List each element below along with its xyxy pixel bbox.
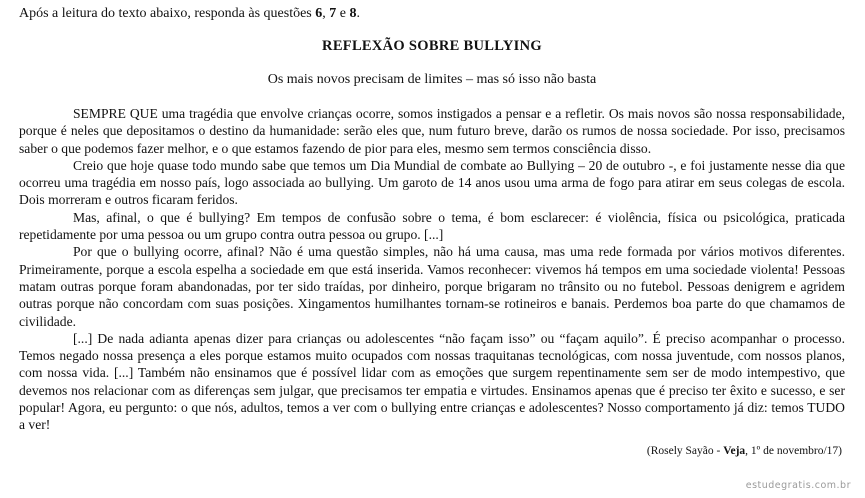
- article-subtitle: Os mais novos precisam de limites – mas só isso não basta: [267, 72, 597, 87]
- citation-date: , 1º de novembro/17): [745, 445, 842, 457]
- article-paragraph: Creio que hoje quase todo mundo sabe que temos um Dia Mundial de combate ao Bullying – 20 de outubro -, e foi justamente nesse dia que ocorreu uma tragédia em nosso país, logo associada ao bullying. Um garoto de 14 anos usou uma arma de fogo para atirar em seus colegas de escola. Dois morreram e outros ficaram feridos.: [19, 157, 845, 208]
- citation-source: Veja: [723, 445, 746, 457]
- article-paragraph: [...] De nada adianta apenas dizer para crianças ou adolescentes “não façam isso” ou “façam aquilo”. É preciso acompanhar o processo. Temos negado nossa presença a eles porque estamos muito ocupados com nossas traquitanas tecnológicas, com nossa juventude, com nossos planos, com nossa vida. [...] Também não ensinamos que é possível lidar com as emoções que surgem repentinamente sem ser de modo intempestivo, que devemos nos relacionar com as diferenças sem julgar, que precisamos ter empatia e virtudes. Ensinamos apenas que é preciso ter êxito e sucesso, e ser popular! Agora, eu pergunto: o que nós, adultos, temos a ver com o bullying entre crianças e adolescentes? Nosso comportamento já diz: temos TUDO a ver!: [19, 330, 845, 433]
- citation: [647, 445, 842, 457]
- watermark: estudegratis.com.br: [745, 480, 851, 491]
- article-paragraph: Mas, afinal, o que é bullying? Em tempos de confusão sobre o tema, é bom esclarecer: é violência, física ou psicológica, praticada repetidamente por uma pessoa ou um grupo contra outra pessoa ou grupo. [...]: [19, 209, 845, 243]
- instruction-suffix: .: [356, 6, 360, 21]
- article-body: [19, 105, 845, 434]
- instruction-separator: e: [336, 6, 350, 21]
- article-paragraph: SEMPRE QUE uma tragédia que envolve crianças ocorre, somos instigados a pensar e a refletir. Os mais novos são nossa responsabilidade, porque é neles que depositamos o destino da humanidade: serão eles que, num futuro breve, darão os rumos de nossa sociedade. Por isso, precisamos saber o que podemos fazer melhor, e o que estamos fazendo de pior para eles, mesmo sem termos consciência disso.: [19, 106, 845, 156]
- instruction-line: [19, 6, 360, 22]
- instruction-separator: ,: [322, 6, 330, 21]
- citation-author: Rosely Sayão: [650, 445, 714, 457]
- article-title: REFLEXÃO SOBRE BULLYING: [322, 38, 542, 54]
- citation-dash: -: [713, 445, 724, 457]
- question-number-7: 7: [329, 6, 337, 21]
- instruction-prefix: Após a leitura do texto abaixo, responda às questões: [19, 6, 316, 21]
- citation-open: (: [646, 445, 651, 457]
- question-number-8: 8: [349, 6, 357, 21]
- article-paragraph: Por que o bullying ocorre, afinal? Não é uma questão simples, não há uma causa, mas uma rede formada por vários motivos diferentes. Primeiramente, porque a escola espelha a sociedade em que está inserida. Vamos reconhecer: vivemos há tempos em uma sociedade violenta! Pessoas matam outras porque foram abandonadas, por ter sido traídas, por dinheiro, porque brigaram no trânsito ou no futebol. Pessoas denigrem e agridem outras porque não concordam com suas posições. Xingamentos humilhantes tornam-se rotineiros e banais. Perdemos boa parte do que chamamos de civilidade.: [19, 244, 845, 329]
- question-number-6: 6: [315, 6, 323, 21]
